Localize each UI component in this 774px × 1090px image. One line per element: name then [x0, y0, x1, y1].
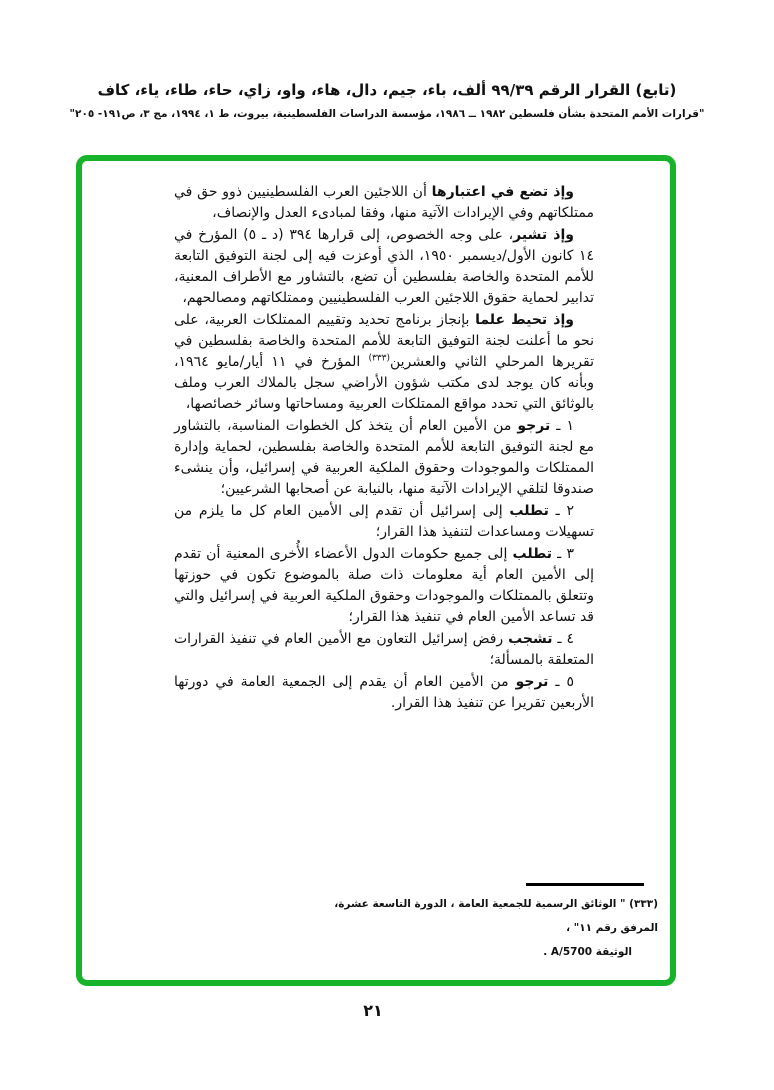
paragraph-text: إلى جميع حكومات الدول الأعضاء الأُخرى المعنية أن تقدم إلى الأمين العام أية معلومات ذات صلة بالموضوع تكون في حوزتها وتتعلق بالممتلكات والموجودات وحقوق الملكية العربية في إسرائيل والتي قد تساعد الأمين العام في تنفيذ هذا القرار؛ [174, 546, 594, 625]
footnote-ref-marker: (٣٣٣) [368, 353, 390, 364]
paragraph [174, 416, 594, 500]
resolution-title: (تابع) القرار الرقم ٩٩/٣٩ ألف، باء، جيم، دال، هاء، واو، زاي، حاء، طاء، ياء، كاف [97, 81, 677, 99]
document-paragraphs [174, 182, 594, 715]
paragraph-lead-text: وإذ تشير [513, 227, 574, 243]
paragraph-lead-text: ترجو [517, 418, 551, 434]
paragraph-lead-text: وإذ تضع في اعتبارها [431, 184, 574, 200]
paragraph [174, 225, 594, 309]
document-header [0, 81, 774, 120]
paragraph-text: ٤ ـ [552, 631, 574, 647]
paragraph [174, 629, 594, 671]
paragraph-text: ٥ ـ [548, 674, 574, 690]
paragraph-text: رفض إسرائيل التعاون مع الأمين العام في تنفيذ القرارات المتعلقة بالمسألة؛ [174, 631, 594, 668]
paragraph [174, 501, 594, 543]
paragraph-lead-text: تشجب [508, 631, 553, 647]
paragraph-text: المؤرخ في ١١ أيار/مايو ١٩٦٤، وبأنه كان يوجد لدى مكتب شؤون الأراضي سجل بالملاك العرب وملف بالوثائق التي تحدد مواقع الممتلكات العربية ومساحاتها وسائر خصائصها، [174, 354, 594, 412]
paragraph-lead-text: تطلب [509, 503, 549, 519]
paragraph-text: من الأمين العام أن يتخذ كل الخطوات المناسبة، بالتشاور مع لجنة التوفيق التابعة للأمم المتحدة والخاصة بفلسطين، لحماية وإدارة الممتلكات والموجودات وحقوق الملكية العربية في إسرائيل، وأن ينشىء صندوقا لتلقي الإيرادات الآتية منها، بالنيابة عن أصحابها الشرعيين؛ [174, 418, 594, 497]
paragraph [174, 310, 594, 415]
footnote-citation-line2: الوثيقة A/5700 . [543, 946, 632, 958]
paragraph-text: ١ ـ [550, 418, 574, 434]
paragraph-text: بإنجاز برنامج تحديد وتقييم الممتلكات العربية، على نحو ما أعلنت لجنة التوفيق التابعة للأمم المتحدة والخاصة بفلسطين في تقريرها المرحلي الثاني والعشرين [174, 312, 594, 370]
paragraph-text: ٢ ـ [548, 503, 574, 519]
paragraph-text: إلى إسرائيل أن تقدم إلى الأمين العام كل ما يلزم من تسهيلات ومساعدات لتنفيذ هذا القرار؛ [174, 503, 594, 540]
green-highlight-frame [76, 155, 676, 986]
paragraph-text: ، على وجه الخصوص، إلى قرارها ٣٩٤ (د ـ ٥) المؤرخ في ١٤ كانون الأول/ديسمبر ١٩٥٠، الذي أوعزت فيه إلى لجنة التوفيق التابعة للأمم المتحدة والخاصة بفلسطين أن تضع، بالتشاور مع الأطراف المعنية، تدابير لحماية حقوق اللاجئين العرب الفلسطينيين وممتلكاتهم ومصالحهم، [174, 227, 594, 306]
page-number: ٢١ [363, 1001, 383, 1020]
paragraph-lead-text: تطلب [512, 546, 552, 562]
paragraph-lead-text: ترجو [515, 674, 549, 690]
footnote-block [298, 883, 658, 964]
paragraph [174, 672, 594, 714]
footnote-citation-line1: (٣٣٣) " الوثائق الرسمية للجمعية العامة ، الدورة التاسعة عشرة، المرفق رقم ١١" ، [334, 898, 658, 934]
paragraph-text: من الأمين العام أن يقدم إلى الجمعية العامة في دورتها الأربعين تقريرا عن تنفيذ هذا القرار. [174, 674, 594, 711]
paragraph-text: ٣ ـ [551, 546, 574, 562]
paragraph [174, 544, 594, 628]
paragraph-text: أن اللاجئين العرب الفلسطينيين ذوو حق في ممتلكاتهم وفي الإيرادات الآتية منها، وفقا لمبادىء العدل والإنصاف، [174, 184, 594, 221]
source-citation: "قرارات الأمم المتحدة بشأن فلسطين ١٩٨٢ ــ ١٩٨٦، مؤسسة الدراسات الفلسطينية، بيروت، ط ١، ١٩٩٤، مج ٣، ص١٩١- ٢٠٥" [69, 108, 705, 120]
footnote-separator-rule [526, 883, 644, 886]
paragraph [174, 182, 594, 224]
paragraph-lead-text: وإذ تحيط علما [475, 312, 574, 328]
